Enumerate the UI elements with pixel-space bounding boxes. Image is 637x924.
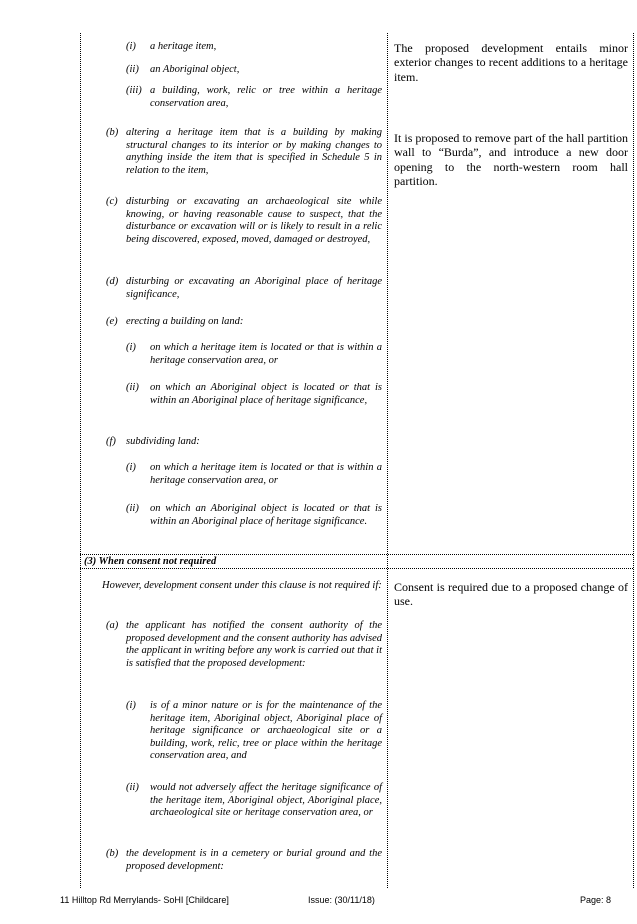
item-label: (f): [106, 436, 116, 447]
item-text: a heritage item,: [150, 41, 217, 52]
footer-issue-date: Issue: (30/11/18): [308, 895, 375, 905]
item-label: (ii): [126, 382, 139, 393]
item-text: on which an Aboriginal object is located or that is within an Aboriginal place of heritage significance.: [150, 503, 382, 527]
item-text: is of a minor nature or is for the maintenance of the heritage item, Aboriginal object, Aboriginal place of heritage significance or archaeological site or a building, work, relic, tree or place within the heritage conservation area, and: [150, 700, 382, 762]
item-text: the development is in a cemetery or burial ground and the proposed development:: [126, 848, 382, 872]
table-column-divider: [387, 33, 388, 888]
table-row-divider: [80, 554, 633, 555]
footer-page-number: Page: 8: [580, 895, 612, 905]
item-label: (ii): [126, 503, 139, 514]
comment-text: It is proposed to remove part of the hall partition wall to “Burda”, and introduce a new door opening to the north-western room hall partition.: [394, 131, 628, 189]
item-label: (i): [126, 41, 136, 52]
section-heading: (3) When consent not required: [84, 556, 217, 567]
item-text: disturbing or excavating an archaeological site while knowing, or having reasonable cause to suspect, that the disturbance or excavation will or is likely to result in a relic being discovered, exposed, moved, damaged or destroyed,: [126, 196, 382, 245]
item-text: an Aboriginal object,: [150, 64, 240, 75]
item-label: (iii): [126, 85, 142, 96]
intro-text: However, development consent under this clause is not required if:: [102, 580, 382, 591]
item-text: disturbing or excavating an Aboriginal place of heritage significance,: [126, 276, 382, 300]
item-label: (i): [126, 342, 136, 353]
item-text: on which a heritage item is located or that is within a heritage conservation area, or: [150, 462, 382, 486]
item-text: altering a heritage item that is a building by making structural changes to its interior or by making changes to anything inside the item that is specified in Schedule 5 in relation to the item,: [126, 127, 382, 176]
comment-text: The proposed development entails minor exterior changes to recent additions to a heritage item.: [394, 41, 628, 84]
item-text: a building, work, relic or tree within a heritage conservation area,: [150, 85, 382, 109]
item-label: (b): [106, 127, 119, 138]
item-label: (i): [126, 462, 136, 473]
item-text: subdividing land:: [126, 436, 200, 447]
item-text: the applicant has notified the consent authority of the proposed development and the consent authority has advised the applicant in writing before any work is carried out that it is satisfied that the proposed development:: [126, 620, 382, 669]
footer-document-title: 11 Hilltop Rd Merrylands- SoHI [Childcare]: [60, 895, 229, 905]
item-label: (ii): [126, 64, 139, 75]
item-label: (i): [126, 700, 136, 711]
item-label: (b): [106, 848, 119, 859]
item-text: on which an Aboriginal object is located or that is within an Aboriginal place of heritage significance,: [150, 382, 382, 406]
table-row-divider: [80, 568, 633, 569]
item-label: (a): [106, 620, 119, 631]
item-text: would not adversely affect the heritage significance of the heritage item, Aboriginal object, Aboriginal place, archaeological site or heritage conservation area, or: [150, 782, 382, 819]
comment-text: Consent is required due to a proposed change of use.: [394, 580, 628, 609]
item-label: (e): [106, 316, 118, 327]
item-text: on which a heritage item is located or that is within a heritage conservation area, or: [150, 342, 382, 366]
item-label: (ii): [126, 782, 139, 793]
item-label: (d): [106, 276, 119, 287]
table-left-border: [80, 33, 81, 888]
item-label: (c): [106, 196, 118, 207]
item-text: erecting a building on land:: [126, 316, 244, 327]
table-right-border: [633, 33, 634, 888]
